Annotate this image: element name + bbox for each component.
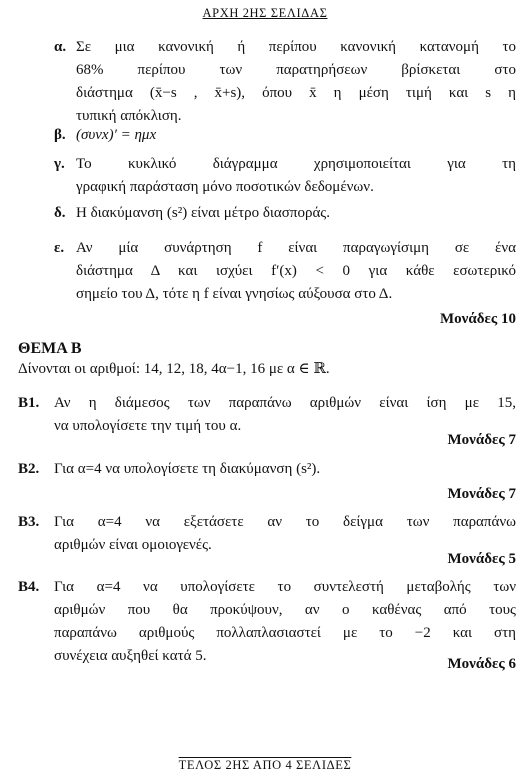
- text-line: 68% περίπου των παρατηρήσεων βρίσκεται στο: [76, 62, 516, 78]
- text-line: διάστημα Δ και ισχύει f′(x) < 0 για κάθε εσωτερικό: [76, 263, 516, 279]
- item-label: δ.: [54, 205, 66, 221]
- monades-b3: Μονάδες 5: [447, 551, 516, 567]
- page-footer: ΤΕΛΟΣ 2ΗΣ ΑΠΟ 4 ΣΕΛΙΔΕΣ: [178, 758, 352, 772]
- monades-b4: Μονάδες 6: [447, 656, 516, 672]
- item-label: Β4.: [18, 579, 40, 595]
- item-label: Β1.: [18, 395, 40, 411]
- text-line: Για α=4 να υπολογίσετε τη διακύμανση (s²).: [54, 461, 321, 477]
- text-line: διάστημα (x̄−s , x̄+s), όπου x̄ η μέση τιμή και s η: [76, 85, 516, 101]
- text-line: Το κυκλικό διάγραμμα χρησιμοποιείται για τη: [76, 156, 516, 172]
- text-line: συνέχεια αυξηθεί κατά 5.: [54, 648, 207, 664]
- text-line: Αν η διάμεσος των παραπάνω αριθμών είναι ίση με 15,: [54, 395, 516, 411]
- text-line: Για α=4 να εξετάσετε αν το δείγμα των παραπάνω: [54, 514, 516, 530]
- item-label: Β3.: [18, 514, 40, 530]
- theme-intro: Δίνονται οι αριθμοί: 14, 12, 18, 4α−1, 16 με α ∈ ℝ.: [18, 361, 330, 377]
- text-line: Η διακύμανση (s²) είναι μέτρο διασποράς.: [76, 205, 330, 221]
- item-label: α.: [54, 39, 67, 55]
- text-line: σημείο του Δ, τότε η f είναι γνησίως αύξουσα στο Δ.: [76, 286, 393, 302]
- formula: (συνx)′ = ημx: [76, 127, 157, 143]
- item-label: β.: [54, 127, 66, 143]
- text-line: τυπική απόκλιση.: [76, 108, 182, 124]
- item-label: Β2.: [18, 461, 40, 477]
- text-line: παραπάνω αριθμούς πολλαπλασιαστεί με το −2 και στη: [54, 625, 516, 641]
- text-line: να υπολογίσετε την τιμή του α.: [54, 418, 242, 434]
- monades-b2: Μονάδες 7: [447, 486, 516, 502]
- theme-title: ΘΕΜΑ Β: [18, 340, 82, 357]
- item-label: γ.: [54, 156, 65, 172]
- text-line: αριθμών που θα προκύψουν, αν ο καθένας από τους: [54, 602, 516, 618]
- monades-b1: Μονάδες 7: [447, 432, 516, 448]
- page-header: ΑΡΧΗ 2ΗΣ ΣΕΛΙΔΑΣ: [202, 6, 328, 20]
- text-line: γραφική παράσταση μόνο ποσοτικών δεδομένων.: [76, 179, 374, 195]
- text-line: αριθμών είναι ομοιογενές.: [54, 537, 212, 553]
- item-label: ε.: [54, 240, 65, 256]
- monades-a: Μονάδες 10: [439, 311, 516, 327]
- text-line: Σε μια κανονική ή περίπου κανονική κατανομή το: [76, 39, 516, 55]
- text-line: Για α=4 να υπολογίσετε το συντελεστή μεταβολής των: [54, 579, 516, 595]
- text-line: Αν μία συνάρτηση f είναι παραγωγίσιμη σε ένα: [76, 240, 516, 256]
